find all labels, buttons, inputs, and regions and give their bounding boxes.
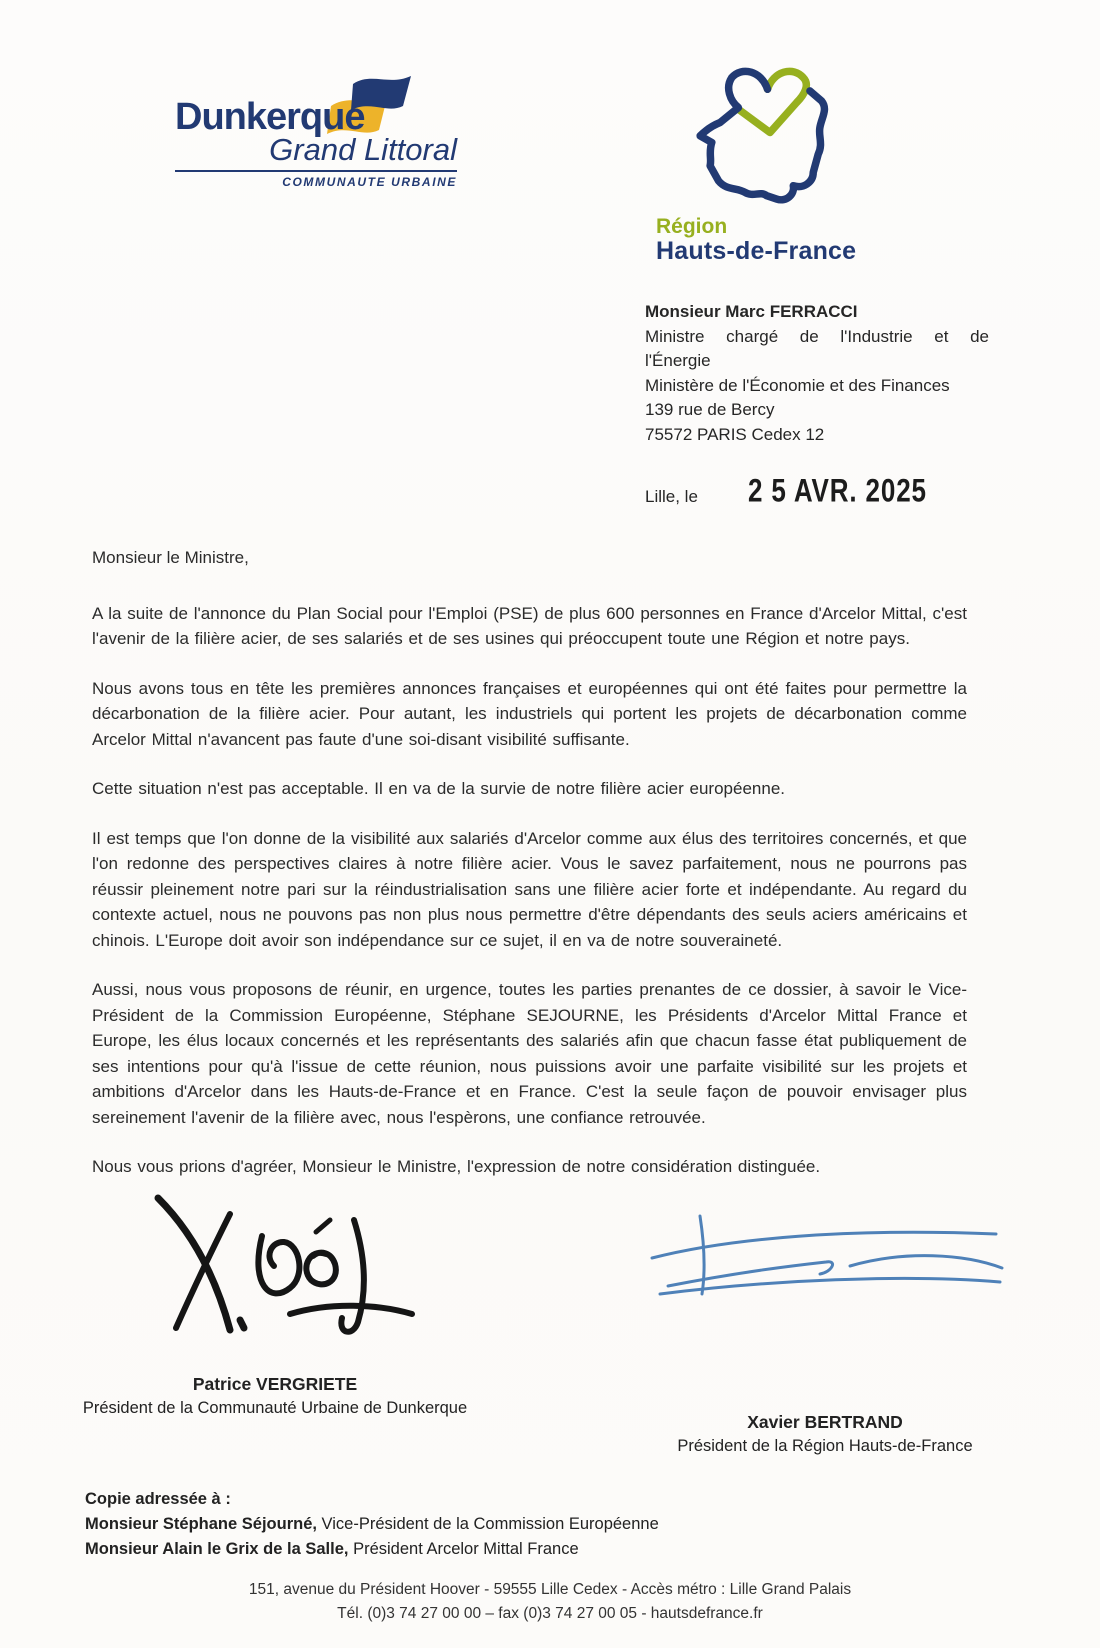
dunkerque-logo-tagline: COMMUNAUTE URBAINE (282, 174, 457, 189)
copy-recipient-role: Vice-Président de la Commission Européenne (316, 1515, 659, 1533)
signature-section (0, 1172, 1100, 1459)
paragraph: Nous avons tous en tête les premières annonces françaises et européennes qui ont été faites pour permettre la décarbonation de la filière acier. Pour autant, les industriels qui portent les projets de décarbonation comme Arcelor Mittal n'avancent pas faute d'une soi-disant visibilité suffisante. (92, 678, 967, 749)
date-stamp: 2 5 AVR. 2025 (747, 472, 927, 509)
vergriete-signature (130, 1172, 420, 1372)
signature-left (0, 1172, 550, 1459)
copy-list-heading: Copie adressée à : (85, 1490, 231, 1508)
recipient-line: Ministère de l'Économie et des Finances (645, 375, 950, 395)
region-logo-label: Région (656, 215, 728, 238)
copy-list-item (85, 1512, 659, 1537)
footer-address: 151, avenue du Président Hoover - 59555 Lille Cedex - Accès métro : Lille Grand Palais (248, 1581, 852, 1598)
france-map-heart-icon (686, 56, 854, 214)
copy-list-item (85, 1537, 659, 1562)
footer-contact: Tél. (0)3 74 27 00 00 – fax (0)3 74 27 00 05 - hautsdefrance.fr (337, 1605, 763, 1622)
recipient-line: 139 rue de Bercy (645, 400, 775, 419)
paragraph: Cette situation n'est pas acceptable. Il en va de la survie de notre filière acier européenne. (92, 779, 785, 798)
dateline-place: Lille, le (645, 487, 698, 506)
copy-recipient-role: Président Arcelor Mittal France (348, 1540, 579, 1558)
signer-title: Président de la Communauté Urbaine de Dunkerque (82, 1399, 468, 1418)
region-logo-name: Hauts-de-France (656, 237, 857, 266)
copy-recipient-name: Monsieur Stéphane Séjourné, (85, 1515, 317, 1533)
dateline (645, 474, 961, 510)
signer-name: Xavier BERTRAND (747, 1412, 903, 1432)
signer-name: Patrice VERGRIETE (192, 1374, 358, 1394)
recipient-line: Ministre chargé de l'Industrie et de (645, 326, 989, 346)
closing-line: Nous vous prions d'agréer, Monsieur le Ministre, l'expression de notre considération distinguée. (92, 1157, 821, 1176)
copy-recipient-name: Monsieur Alain le Grix de la Salle, (85, 1540, 349, 1558)
signature-right (550, 1172, 1100, 1459)
paragraph: Aussi, nous vous proposons de réunir, en urgence, toutes les parties prenantes de ce dossier, à savoir le Vice-Président de la Commission Européenne, Stéphane SEJOURNE, les Présidents d'Arcelor Mittal France et Europe, les élus locaux concernés et les représentants des salariés afin que chacun fasse état publiquement de ses intentions pour qu'à l'issue de cette réunion, nous puissions avoir une parfaite visibilité sur les projets et ambitions d'Arcelor dans les Hauts-de-France et en France. C'est la seule façon de pouvoir envisager plus sereinement l'avenir de la filière avec, nous l'espèrons, une confiance retrouvée. (92, 980, 967, 1127)
dunkerque-logo-name: Dunkerque (175, 96, 365, 138)
letter-body (92, 545, 967, 1204)
paragraph: Il est temps que l'on donne de la visibilité aux salariés d'Arcelor comme aux élus des territoires concernés, et que l'on redonne des perspectives claires à notre filière acier. Vous le savez parfaitement, nous ne pourrons pas réussir pleinement notre pari sur la réindustrialisation sans une filière acier forte et indépendante. Au regard du contexte actuel, nous ne pouvons pas non plus nous permettre d'être dépendants des seuls aciers américains et chinois. L'Europe doit avoir son indépendance sur ce sujet, il en va de notre souveraineté. (92, 828, 967, 950)
region-logo (656, 56, 871, 266)
recipient-line: 75572 PARIS Cedex 12 (645, 424, 825, 444)
letter-footer (0, 1578, 1100, 1626)
bertrand-signature (640, 1172, 1010, 1410)
recipient-address (645, 300, 989, 447)
salutation: Monsieur le Ministre, (92, 548, 249, 567)
recipient-name: Monsieur Marc FERRACCI (645, 302, 858, 321)
dunkerque-logo-subtitle: Grand Littoral (175, 134, 457, 172)
recipient-line: l'Énergie (645, 351, 711, 370)
copy-list (85, 1487, 659, 1562)
dunkerque-logo (175, 98, 457, 189)
signer-title: Président de la Région Hauts-de-France (677, 1437, 973, 1456)
paragraph: A la suite de l'annonce du Plan Social pour l'Emploi (PSE) de plus 600 personnes en France d'Arcelor Mittal, c'est l'avenir de la filière acier, de ses salariés et de ses usines qui préoccupent toute une Région et notre pays. (92, 603, 967, 648)
